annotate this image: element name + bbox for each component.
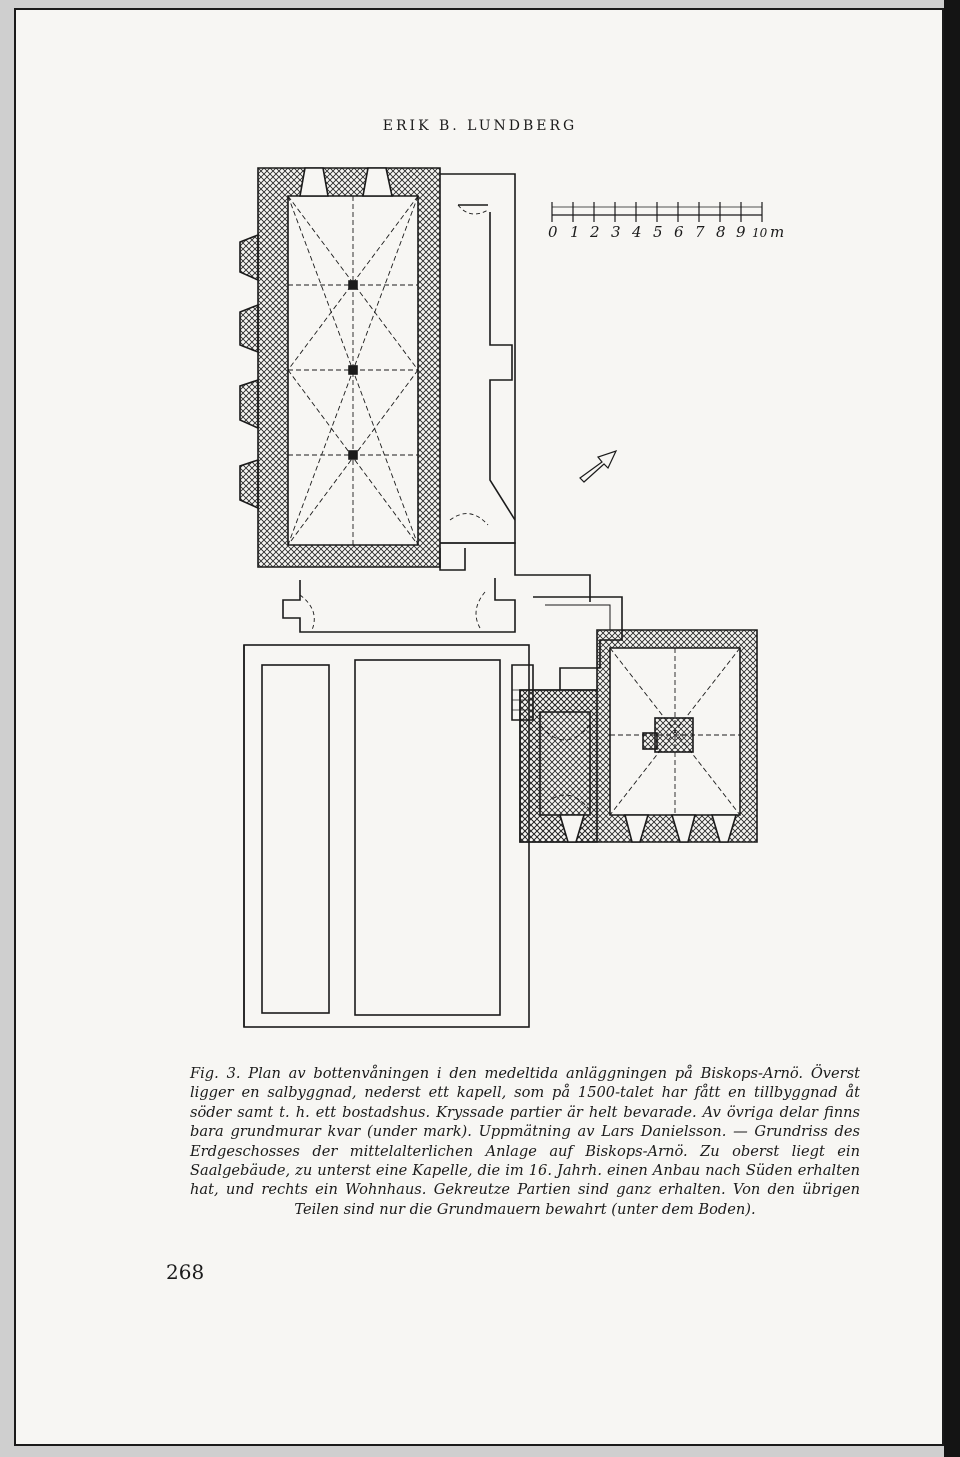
page-number: 268	[166, 1260, 205, 1284]
floor-plan	[230, 155, 820, 1035]
scale-tick-label: 9	[736, 223, 746, 241]
figure-caption	[190, 1064, 860, 1219]
scale-tick-label: 3	[611, 223, 621, 241]
scale-tick-label: 4	[632, 223, 642, 241]
caption-german: — Grundriss des Erdgeschosses der mittelalterlichen Anlage auf Biskops-Arnö. Zu oberst liegt ein Saalgebäude, zu unterst eine Kapelle, die im 16. Jahrh. einen Anbau nach Süden erhalten hat, und rechts ein Wohnhaus. Gekreutze Partien sind ganz erhalten. Von den übrigen Teilen sind nur die Grundmauern bewahrt (unter dem Boden).	[190, 1123, 861, 1218]
scale-tick-label: 2	[590, 223, 600, 241]
scan-edge	[944, 0, 960, 1457]
scale-tick-label: 6	[674, 223, 684, 241]
hall-building	[240, 168, 590, 602]
chapel-foundations	[244, 578, 529, 1027]
scale-tick-label: 10	[752, 226, 768, 240]
scale-tick-label: 1	[570, 223, 580, 241]
caption-swedish: Fig. 3. Plan av bottenvåningen i den medeltida anläggningen på Biskops-Arnö. Överst ligger en salbyggnad, nederst ett kapell, som på 1500-talet har fått en tillbyggnad åt söder samt t. h. ett bostadshus. Kryssade partier är helt bevarade. Av övriga delar finns bara grundmurar kvar (under mark). Uppmätning av Lars Danielsson.	[190, 1065, 860, 1141]
dwelling-house	[512, 597, 757, 842]
scale-tick-label: 5	[653, 223, 663, 241]
scale-tick-label: 0	[548, 223, 558, 241]
scale-tick-label: 8	[716, 223, 726, 241]
running-head: ERIK B. LUNDBERG	[382, 118, 578, 134]
scale-bar	[552, 202, 762, 222]
scale-tick-label: 7	[695, 223, 705, 241]
north-arrow-icon	[580, 451, 616, 482]
scale-unit: m	[770, 223, 785, 241]
